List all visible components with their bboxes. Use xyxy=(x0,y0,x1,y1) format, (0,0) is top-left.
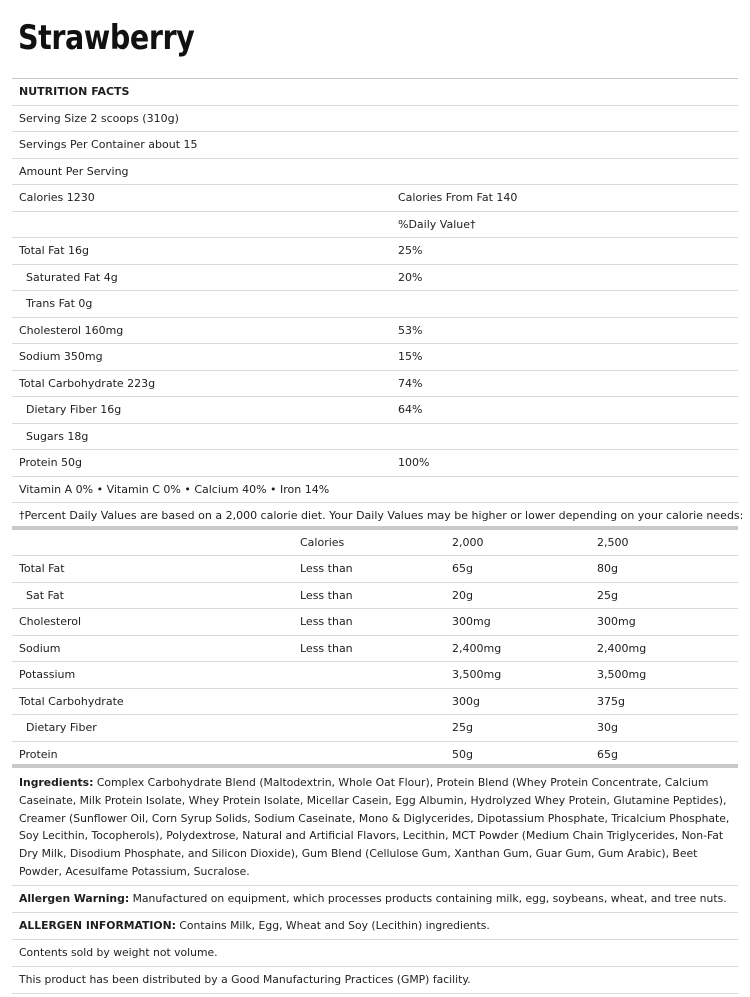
ingredients-block xyxy=(12,768,738,886)
nutrient-row xyxy=(12,291,738,318)
reference-limit: Less than xyxy=(300,588,353,602)
nutrient-label: Total Fat 16g xyxy=(19,244,90,257)
gmp-note-block xyxy=(12,967,738,994)
daily-value-header-row xyxy=(12,212,738,239)
reference-nutrient: Potassium xyxy=(19,668,76,681)
nutrient-daily-value: 20% xyxy=(398,270,423,284)
reference-header-row xyxy=(12,530,738,557)
allergen-warning-block xyxy=(12,886,738,913)
nutrient-row xyxy=(12,238,738,265)
nutrient-row xyxy=(12,424,738,451)
reference-row xyxy=(12,715,738,742)
nutrient-daily-value: 25% xyxy=(398,244,423,257)
nutrition-header-row xyxy=(12,79,738,106)
nutrient-row xyxy=(12,318,738,345)
ingredients-text: Complex Carbohydrate Blend (Maltodextrin, Whole Oat Flour), Protein Blend (Whey Protein Concentrate, Calcium Caseinate, Milk Protein Isolate, Whey Protein Isolate, Micellar Casein, Egg Albumin, Hydrolyzed Whey Protein, Glutamine Peptides), Creamer (Sunflower Oil, Corn Syrup Solids, Sodium Caseinate, Mono & Diglycerides, Dipotassium Phosphate, Tricalcium Phosphate, Soy Lecithin, Tocopherols), Polydextrose, Natural and Artificial Flavors, Lecithin, MCT Powder (Medium Chain Triglycerides, Non-Fat Dry Milk, Disodium Phosphate, and Silicon Dioxide), Gum Blend (Cellulose Gum, Xanthan Gum, Guar Gum, Gum Arabic), Beet Powder, Acesulfame Potassium, Sucralose. xyxy=(19,776,730,878)
nutrient-label: Total Carbohydrate 223g xyxy=(19,376,156,390)
allergen-info-label: ALLERGEN INFORMATION: xyxy=(19,918,176,932)
nutrient-row xyxy=(12,371,738,398)
reference-row xyxy=(12,689,738,716)
nutrient-label: Cholesterol 160mg xyxy=(19,323,124,337)
nutrient-daily-value: 100% xyxy=(398,456,430,469)
reference-nutrient: Dietary Fiber xyxy=(26,721,97,734)
reference-value-2500: 25g xyxy=(597,588,618,602)
reference-row xyxy=(12,662,738,689)
reference-value-2500: 3,500mg xyxy=(597,668,647,681)
reference-value-2000: 65g xyxy=(452,562,473,575)
servings-per-container: Servings Per Container about 15 xyxy=(19,138,198,151)
weight-note-block xyxy=(12,940,738,967)
nutrient-daily-value: 64% xyxy=(398,403,423,416)
reference-nutrient: Sodium xyxy=(19,641,61,655)
reference-value-2500: 2,400mg xyxy=(597,641,647,655)
nutrient-label: Protein 50g xyxy=(19,456,83,469)
reference-value-2000: 300mg xyxy=(452,615,491,628)
reference-row xyxy=(12,636,738,663)
reference-value-2000: 20g xyxy=(452,588,473,602)
reference-header-cell: 2,000 xyxy=(452,535,484,549)
weight-note: Contents sold by weight not volume. xyxy=(19,945,218,959)
nutrient-label: Dietary Fiber 16g xyxy=(26,403,122,416)
reference-limit: Less than xyxy=(300,562,353,575)
nutrient-row xyxy=(12,397,738,424)
reference-row xyxy=(12,556,738,583)
serving-size: Serving Size 2 scoops (310g) xyxy=(19,111,179,125)
nutrient-daily-value: 74% xyxy=(398,376,423,390)
nutrient-label: Sugars 18g xyxy=(26,429,89,443)
reference-row xyxy=(12,583,738,610)
reference-nutrient: Protein xyxy=(19,747,58,761)
vitamins-minerals: Vitamin A 0% • Vitamin C 0% • Calcium 40% • Iron 14% xyxy=(19,482,330,496)
nutrition-facts-header: NUTRITION FACTS xyxy=(19,85,130,98)
reference-limit: Less than xyxy=(300,615,353,628)
allergen-info-block xyxy=(12,913,738,940)
servings-per-container-row xyxy=(12,132,738,159)
amount-per-serving: Amount Per Serving xyxy=(19,164,129,178)
nutrient-label: Sodium 350mg xyxy=(19,350,103,363)
calories: Calories 1230 xyxy=(19,191,95,204)
reference-value-2000: 50g xyxy=(452,747,473,761)
reference-value-2000: 300g xyxy=(452,694,480,708)
reference-nutrient: Total Carbohydrate xyxy=(19,694,124,708)
gmp-note: This product has been distributed by a Good Manufacturing Practices (GMP) facility. xyxy=(19,972,471,986)
reference-limit: Less than xyxy=(300,641,353,655)
calories-row xyxy=(12,185,738,212)
nutrient-daily-value: 15% xyxy=(398,350,423,363)
daily-value-header: %Daily Value† xyxy=(398,217,476,231)
reference-value-2000: 25g xyxy=(452,721,473,734)
reference-row xyxy=(12,609,738,636)
product-title: Strawberry xyxy=(18,18,195,58)
reference-row xyxy=(12,742,738,769)
amount-per-serving-row xyxy=(12,159,738,186)
reference-value-2500: 375g xyxy=(597,694,625,708)
ingredients-label: Ingredients: xyxy=(19,776,94,789)
nutrient-row xyxy=(12,265,738,292)
reference-value-2500: 30g xyxy=(597,721,618,734)
allergen-warning-label: Allergen Warning: xyxy=(19,891,130,905)
nutrient-row xyxy=(12,344,738,371)
allergen-warning-text: Manufactured on equipment, which processes products containing milk, egg, soybeans, wheat, and tree nuts. xyxy=(132,891,727,905)
reference-nutrient: Sat Fat xyxy=(26,588,64,602)
nutrient-daily-value: 53% xyxy=(398,323,423,337)
nutrient-row xyxy=(12,450,738,477)
reference-nutrient: Cholesterol xyxy=(19,615,82,628)
reference-value-2500: 300mg xyxy=(597,615,636,628)
reference-value-2000: 2,400mg xyxy=(452,641,502,655)
calories-from-fat: Calories From Fat 140 xyxy=(398,191,518,204)
reference-value-2000: 3,500mg xyxy=(452,668,502,681)
reference-value-2500: 80g xyxy=(597,562,618,575)
vitamins-row xyxy=(12,477,738,504)
allergen-info-text: Contains Milk, Egg, Wheat and Soy (Lecithin) ingredients. xyxy=(179,918,490,932)
nutrient-label: Trans Fat 0g xyxy=(26,297,93,310)
reference-nutrient: Total Fat xyxy=(19,562,65,575)
reference-header-cell: 2,500 xyxy=(597,535,629,549)
nutrient-label: Saturated Fat 4g xyxy=(26,270,118,284)
footnote-row xyxy=(12,503,744,530)
reference-header-cell: Calories xyxy=(300,535,345,549)
serving-size-row xyxy=(12,106,738,133)
nutrition-panel xyxy=(12,78,744,994)
reference-value-2500: 65g xyxy=(597,747,618,761)
daily-value-footnote: †Percent Daily Values are based on a 2,000 calorie diet. Your Daily Values may be higher or lower depending on your calorie needs: xyxy=(19,509,744,522)
